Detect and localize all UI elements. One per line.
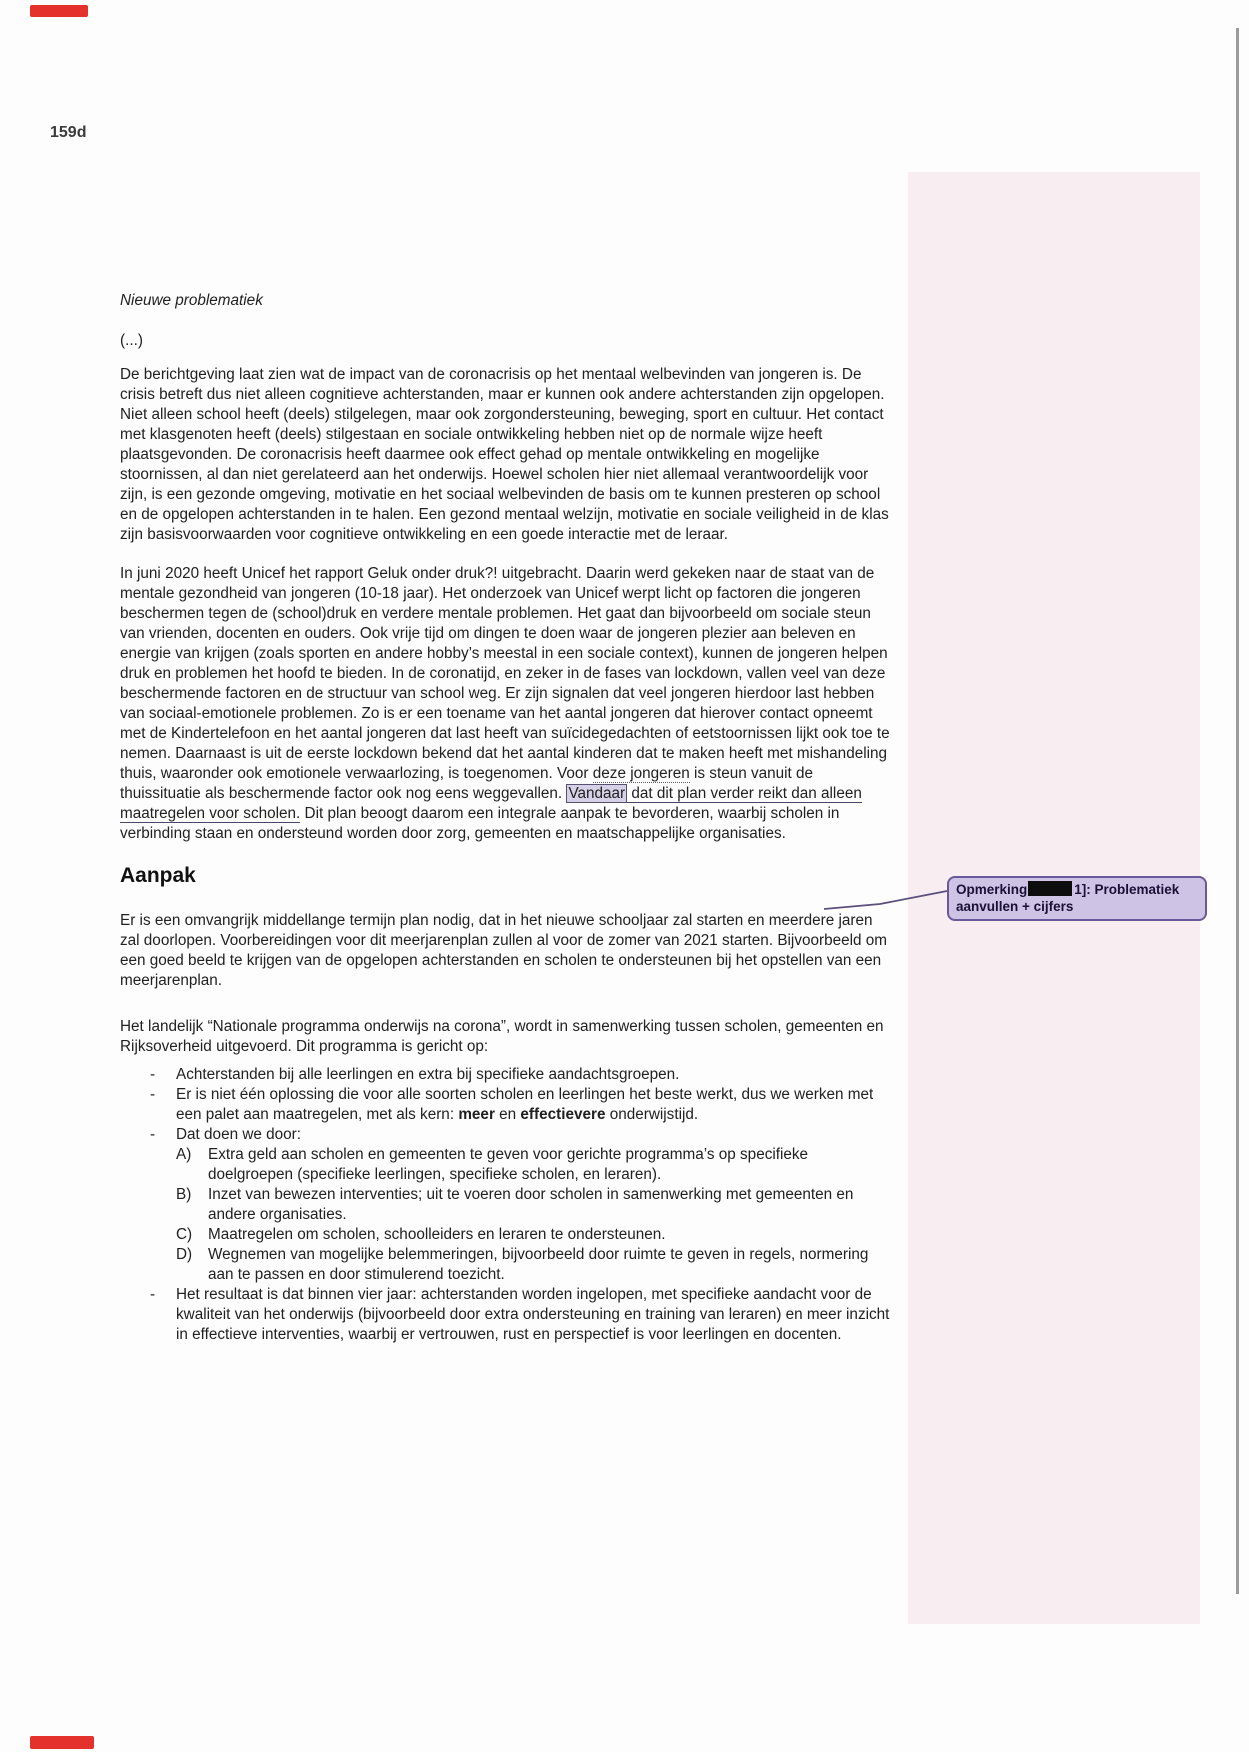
- paragraph-unicef: [120, 564, 895, 844]
- list-item-text: Het resultaat is dat binnen vier jaar: achterstanden worden ingelopen, met specifieke aandacht voor de kwaliteit van het onderwijs (bijvoorbeeld door extra ondersteuning en training van leraren) en meer inzicht in effectieve interventies, waarbij er vertrouwen, rust en perspectief is voor leerlingen en docenten.: [176, 1286, 890, 1343]
- bullet-list: [120, 1065, 895, 1345]
- sub-list-item: [120, 1225, 895, 1245]
- comment-body-text: Problematiek aanvullen + cijfers: [956, 882, 1180, 914]
- list-item-text: [176, 1086, 873, 1123]
- document-body: [120, 291, 895, 1345]
- paragraph-plan: Er is een omvangrijk middellange termijn plan nodig, dat in het nieuwe schooljaar zal starten en meerdere jaren zal doorlopen. Voorbereidingen voor dit meerjarenplan zullen al voor de zomer van 2021 starten. Bijvoorbeeld om een goed beeld te krijgen van de opgelopen achterstanden en scholen te ondersteunen bij het opstellen van een meerjarenplan.: [120, 912, 888, 989]
- unicef-text-post: Dit plan beoogt daarom een integrale aanpak te bevorderen, waarbij scholen in verbinding staan en ondersteund worden door zorg, gemeenten en maatschappelijke organisaties.: [120, 805, 840, 842]
- comment-anchor-highlight: Vandaar: [568, 785, 626, 802]
- b2-bold-effectievere: effectievere: [520, 1106, 606, 1123]
- dash-bullet: -: [150, 1086, 156, 1103]
- page-edge-line: [1236, 28, 1239, 1594]
- heading-aanpak: Aanpak: [120, 864, 196, 887]
- document-subtitle: Nieuwe problematiek: [120, 292, 263, 309]
- sub-item-label: A): [176, 1146, 192, 1163]
- unicef-text-mid: is steun vanuit de thuissituatie als beschermende factor ook nog eens weggevallen.: [120, 765, 814, 802]
- sub-item-text: Extra geld aan scholen en gemeenten te geven voor gerichte programma’s op specifieke doelgroepen (specifieke leerlingen, specifieke scholen, en leraren).: [208, 1146, 809, 1183]
- list-item-text: Dat doen we door:: [176, 1126, 302, 1143]
- dash-bullet: -: [150, 1126, 156, 1143]
- sub-item-text: Wegnemen van mogelijke belemmeringen, bijvoorbeeld door ruimte te geven in regels, normering aan te passen en door stimulerend toezicht.: [208, 1246, 869, 1283]
- comment-anchor-underline: dat dit plan verder reikt dan alleen maatregelen voor scholen.: [120, 785, 862, 822]
- dash-bullet: -: [150, 1066, 156, 1083]
- sub-list-item: [120, 1245, 895, 1285]
- redaction-box: [1028, 881, 1072, 896]
- sub-item-label: B): [176, 1186, 192, 1203]
- b2-mid: en: [494, 1106, 521, 1123]
- sub-item-label: D): [176, 1246, 193, 1263]
- omission-mark: (...): [120, 332, 143, 349]
- sub-item-label: C): [176, 1226, 193, 1243]
- list-item: [120, 1085, 895, 1125]
- sub-list-item: [120, 1145, 895, 1185]
- b2-post: onderwijstijd.: [605, 1106, 699, 1123]
- unicef-text-pre: In juni 2020 heeft Unicef het rapport Geluk onder druk?! uitgebracht. Daarin werd gekeken naar de staat van de mentale gezondheid van jongeren (10-18 jaar). Het onderzoek van Unicef werpt licht op factoren die jongeren beschermen tegen de (school)druk en verdere mentale problemen. Het gaat dan bijvoorbeeld om sociale steun van vrienden, docenten en ouders. Ook vrije tijd om dingen te doen waar de jongeren plezier aan beleven en energie van krijgen (zoals sporten en andere hobby’s meestal in een sociale context), kunnen de jongeren helpen druk en problemen het hoofd te bieden. In de coronatijd, en zeker in de fases van lockdown, vallen veel van deze beschermende factoren en de structuur van school weg. Er zijn signalen dat veel jongeren hierdoor last hebben van sociaal-emotionele problemen. Zo is er een toename van het aantal jongeren dat hierover contact opneemt met de Kindertelefoon en het aantal jongeren dat last heeft van suïcidegedachten of eetstoornissen lijkt ook toe te nemen. Daarnaast is uit de eerste lockdown bekend dat het aantal kinderen dat te maken heeft met mishandeling thuis, waaronder ook emotionele verwaarlozing, is toegenomen. Voor: [120, 565, 890, 782]
- comment-box: [947, 876, 1207, 921]
- comment-label-prefix: Opmerking: [956, 882, 1028, 897]
- red-redaction-mark-top: [30, 5, 88, 17]
- page-number: 159d: [50, 124, 87, 141]
- dash-bullet: -: [150, 1286, 156, 1303]
- comment-anchor-dotted: deze jongeren: [592, 765, 690, 782]
- list-item-text: Achterstanden bij alle leerlingen en extra bij specifieke aandachtsgroepen.: [176, 1066, 680, 1083]
- list-item: [120, 1065, 895, 1085]
- sub-item-text: Maatregelen om scholen, schoolleiders en leraren te ondersteunen.: [208, 1226, 666, 1243]
- paragraph-problematiek: De berichtgeving laat zien wat de impact van de coronacrisis op het mentaal welbevinden van jongeren is. De crisis betreft dus niet alleen cognitieve achterstanden, maar er kunnen ook andere achterstanden zijn opgelopen. Niet alleen school heeft (deels) stilgelegen, maar ook zorgondersteuning, beweging, sport en cultuur. Het contact met klasgenoten heeft (deels) stilgestaan en sociale ontwikkeling hebben niet op de normale wijze heeft plaatsgevonden. De coronacrisis heeft daarmee ook effect gehad op mentale ontwikkeling en mogelijke stoornissen, al dan niet gerelateerd aan het onderwijs. Hoewel scholen hier niet allemaal verantwoordelijk voor zijn, is een gezonde omgeving, motivatie en het sociaal welbevinden de basis om te kunnen presteren op school en de opgelopen achterstanden in te halen. Een gezond mentaal welzijn, motivatie en sociale veiligheid in de klas zijn basisvoorwaarden voor cognitieve ontwikkeling en een goede interactie met de leraar.: [120, 366, 889, 543]
- sub-list-item: [120, 1185, 895, 1225]
- comment-connector-line: [824, 882, 950, 912]
- b2-pre: Er is niet één oplossing die voor alle soorten scholen en leerlingen het beste werkt, dus we werken met een palet aan maatregelen, met als kern:: [176, 1086, 874, 1123]
- comment-label-suffix: 1]:: [1074, 882, 1091, 897]
- b2-bold-meer: meer: [458, 1106, 495, 1123]
- list-item: [120, 1125, 895, 1145]
- list-item: [120, 1285, 895, 1345]
- red-redaction-mark-bottom: [30, 1736, 94, 1749]
- sub-item-text: Inzet van bewezen interventies; uit te voeren door scholen in samenwerking met gemeenten en andere organisaties.: [208, 1186, 854, 1223]
- paragraph-landelijk: Het landelijk “Nationale programma onderwijs na corona”, wordt in samenwerking tussen scholen, gemeenten en Rijksoverheid uitgevoerd. Dit programma is gericht op:: [120, 1018, 884, 1055]
